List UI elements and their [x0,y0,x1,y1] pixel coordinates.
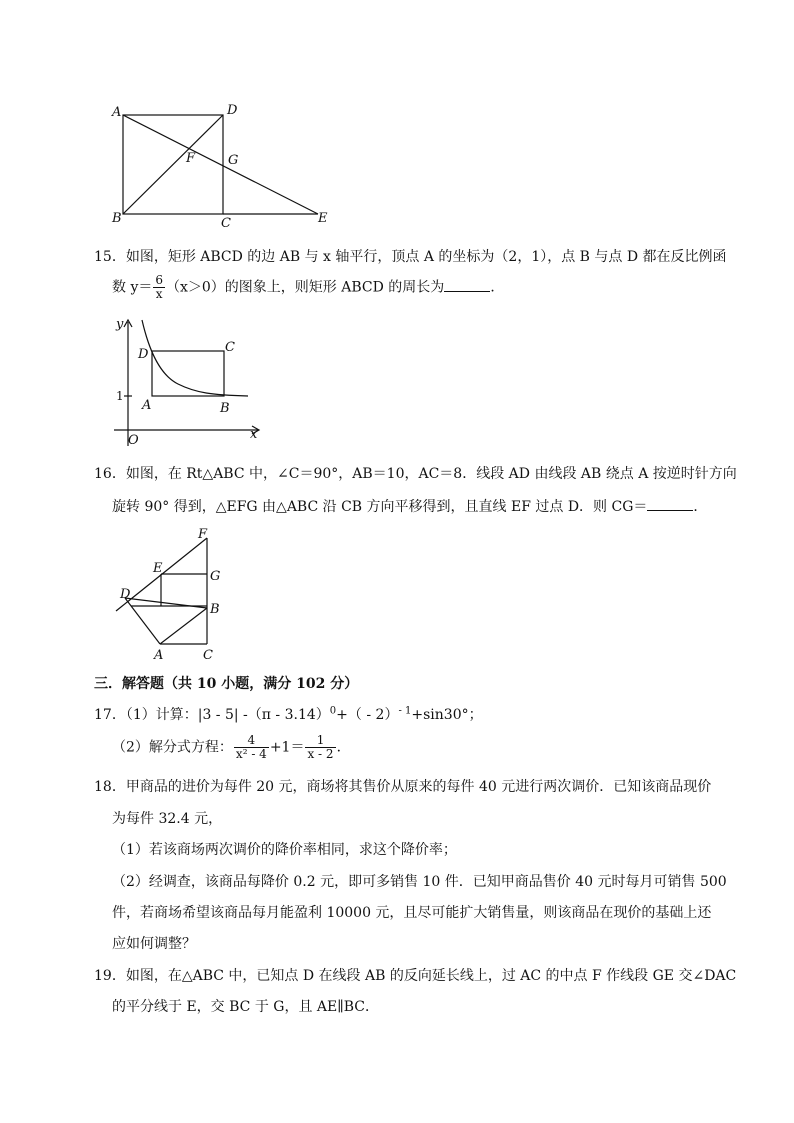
q17-f1-den: x² - 4 [235,747,267,761]
label-e: E [318,211,328,226]
label-f16: F [198,527,208,542]
q18-line4: （2）经调查，该商品每降价 0.2 元，即可多销售 10 件．已知甲商品售价 40 元时每月可销售 500 [112,874,727,890]
label-d15: D [138,347,149,362]
q16-answer-blank [647,497,693,511]
q15-line1: 15．如图，矩形 ABCD 的边 AB 与 x 轴平行，顶点 A 的坐标为（2，1），点 B 与点 D 都在反比例函 [94,249,727,265]
q15-answer-blank [444,278,490,292]
segment-bd [123,115,223,214]
q17-p1-sup1: 0 [329,705,337,717]
q17-f1-num: 4 [234,734,269,748]
q17-fraction1 [234,734,269,761]
q16-line1: 16．如图，在 Rt△ABC 中，∠C＝90°，AB＝10，AC＝8．线段 AD 由线段 AB 绕点 A 按逆时针方向 [94,466,737,482]
label-c16: C [203,648,213,662]
q17-p2-mid: +1＝ [269,739,305,756]
figure-q14 [100,98,340,233]
q17-p1-sup2: - 1 [398,705,412,717]
label-c15: C [225,340,235,355]
label-d16: D [120,587,131,602]
label-f: F [186,151,196,166]
q15-text-end: ． [490,279,505,296]
label-x: x [250,427,258,442]
q16-line2 [112,497,707,516]
q17-part1 [94,706,483,724]
q15-line2 [112,274,504,301]
label-a16: A [154,648,164,662]
q17-f2-num: 1 [305,734,335,748]
q15-fraction [153,274,165,301]
q15-text-post: （x＞0）的图象上，则矩形 ABCD 的周长为 [166,279,445,296]
label-b: B [112,211,122,226]
q17-f2-den: x - 2 [307,747,334,761]
rectangle-abcd [152,351,224,396]
label-y: y [116,317,124,332]
q17-p2-pre: （2）解分式方程： [112,739,233,756]
q17-p1-mid: +（ - 2） [336,707,399,723]
label-g16: G [210,569,221,584]
label-o: O [128,433,139,448]
q18-line1: 18．甲商品的进价为每件 20 元，商场将其售价从原来的每件 40 元进行两次调价．已知该商品现价 [94,779,712,795]
q15-frac-den: x [155,287,163,301]
q19-line1: 19．如图，在△ABC 中，已知点 D 在线段 AB 的反向延长线上，过 AC 的中点 F 作线段 GE 交∠DAC [94,968,737,984]
q18-line2: 为每件 32.4 元， [112,811,223,827]
figure-q16 [106,526,236,662]
q18-line3: （1）若该商场两次调价的降价率相同，求这个降价率； [112,842,457,858]
q17-part2 [112,734,351,761]
label-c: C [221,216,231,231]
q15-frac-num: 6 [155,273,163,287]
q15-text-pre: 数 y＝ [112,279,153,296]
q17-p2-end: ． [336,739,351,756]
q18-line6: 应如何调整？ [112,936,196,952]
section3-title: 三．解答题（共 10 小题，满分 102 分） [94,676,359,692]
segment-da [125,598,160,644]
label-one: 1 [116,389,124,403]
label-g: G [228,153,239,168]
label-e16: E [153,561,163,576]
q17-p1-post: +sin30°； [411,707,483,723]
q17-p1-pre: 17．（1）计算：|3 - 5| -（π - 3.14） [94,707,330,723]
label-a15: A [142,398,152,413]
q19-line2: 的平分线于 E，交 BC 于 G，且 AE∥BC． [112,999,379,1015]
label-d: D [227,103,238,118]
q16-text-end: ． [693,499,708,515]
segment-ab [160,608,207,644]
q17-fraction2 [305,734,335,761]
figure-q15 [108,316,268,451]
label-b15: B [220,401,230,416]
segment-ae [123,115,318,214]
hyperbola-curve [142,320,248,396]
q16-text: 旋转 90° 得到，△EFG 由△ABC 沿 CB 方向平移得到，且直线 EF 过点 D．则 CG＝ [112,499,648,515]
label-b16: B [210,602,220,617]
label-a: A [112,105,122,120]
q18-line5: 件，若商场希望该商品每月能盈利 10000 元，且尽可能扩大销售量，则该商品在现价的基础上还 [112,905,712,921]
